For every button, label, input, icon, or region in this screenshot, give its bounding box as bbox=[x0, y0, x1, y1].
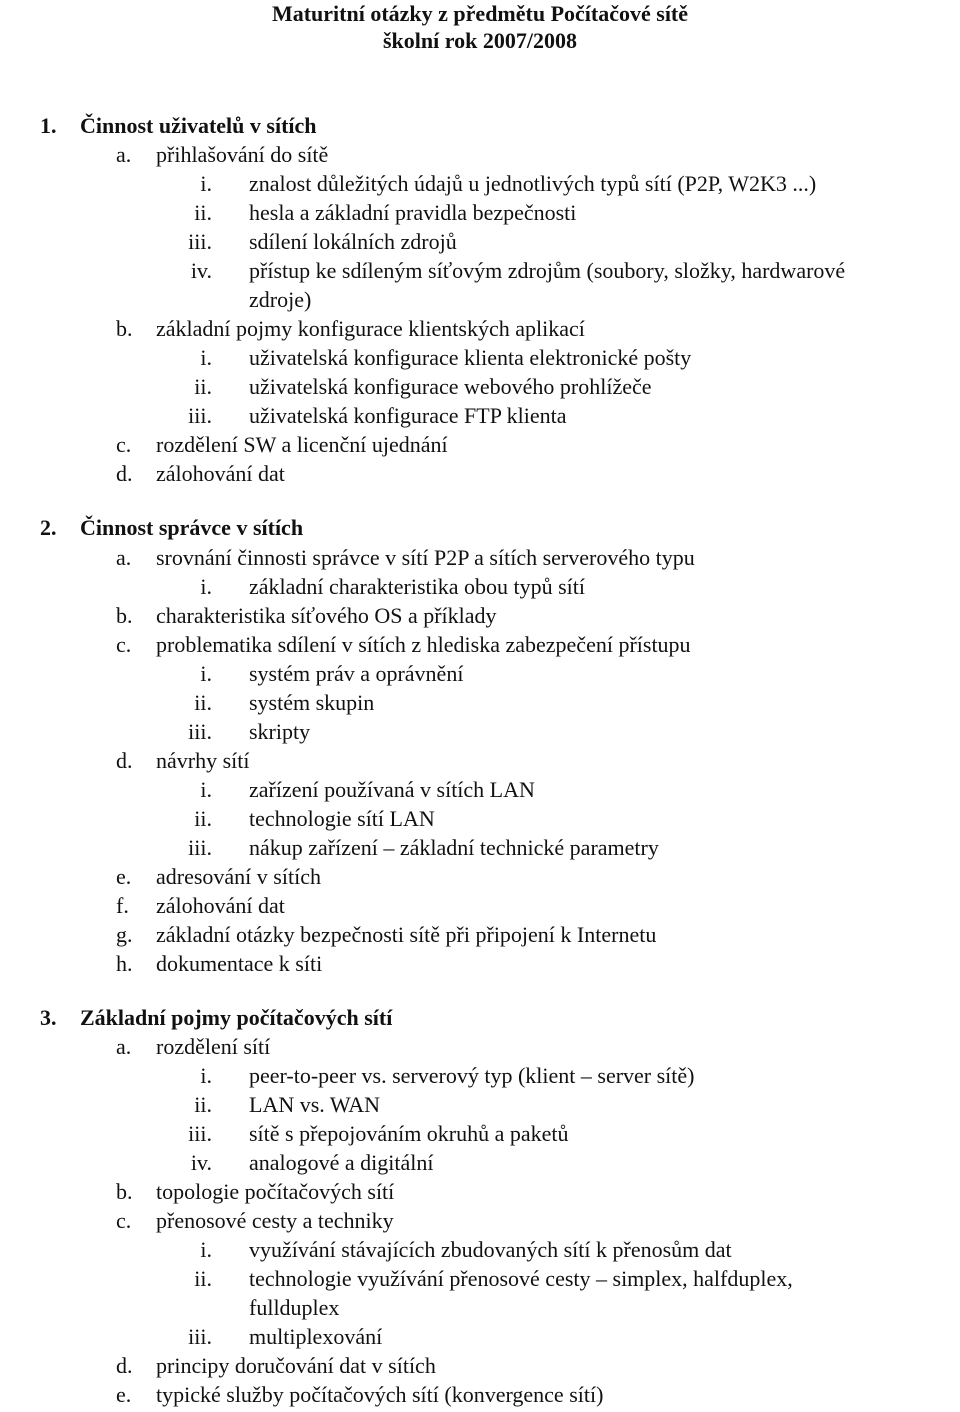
outline-item bbox=[0, 170, 960, 198]
item-text: nákup zařízení – základní technické parametry bbox=[249, 835, 659, 860]
item-text: zálohování dat bbox=[156, 893, 285, 918]
item-text: hesla a základní pravidla bezpečnosti bbox=[249, 200, 577, 225]
item-marker: iii. bbox=[188, 1121, 212, 1146]
item-text: základní charakteristika obou typů sítí bbox=[249, 574, 586, 599]
item-text: dokumentace k síti bbox=[156, 951, 323, 976]
outline-item bbox=[0, 544, 960, 572]
outline-item bbox=[0, 199, 960, 227]
document-subtitle: školní rok 2007/2008 bbox=[383, 28, 577, 53]
outline-item bbox=[0, 805, 960, 833]
item-text: základní pojmy konfigurace klientských aplikací bbox=[156, 316, 585, 341]
outline-item bbox=[0, 460, 960, 488]
outline-item bbox=[0, 1062, 960, 1090]
item-text: návrhy sítí bbox=[156, 748, 250, 773]
outline-item bbox=[0, 631, 960, 659]
item-text: Činnost správce v sítích bbox=[80, 515, 304, 540]
outline-item bbox=[0, 689, 960, 717]
item-text: přístup ke sdíleným síťovým zdrojům (soubory, složky, hardwarové bbox=[249, 258, 846, 283]
outline-item bbox=[0, 1294, 960, 1322]
outline-item bbox=[0, 863, 960, 891]
item-text: topologie počítačových sítí bbox=[156, 1179, 395, 1204]
item-text: multiplexování bbox=[249, 1324, 383, 1349]
item-text: Činnost uživatelů v sítích bbox=[80, 113, 317, 138]
item-marker: a. bbox=[116, 142, 132, 167]
item-text: LAN vs. WAN bbox=[249, 1092, 380, 1117]
outline-item bbox=[0, 141, 960, 169]
outline-item bbox=[0, 892, 960, 920]
item-text: rozdělení sítí bbox=[156, 1034, 271, 1059]
item-marker: 3. bbox=[40, 1005, 57, 1030]
outline-item bbox=[0, 1149, 960, 1177]
item-text: adresování v sítích bbox=[156, 864, 321, 889]
outline-item bbox=[0, 315, 960, 343]
item-marker: ii. bbox=[194, 1092, 212, 1117]
item-marker: i. bbox=[200, 661, 212, 686]
item-text: sítě s přepojováním okruhů a paketů bbox=[249, 1121, 569, 1146]
item-marker: i. bbox=[200, 1063, 212, 1088]
item-marker: i. bbox=[200, 777, 212, 802]
item-text: uživatelská konfigurace FTP klienta bbox=[249, 403, 567, 428]
item-marker: 2. bbox=[40, 515, 57, 540]
outline-item bbox=[0, 1265, 960, 1293]
item-marker: a. bbox=[116, 545, 132, 570]
item-marker: d. bbox=[116, 1353, 133, 1378]
item-text: uživatelská konfigurace webového prohlížeče bbox=[249, 374, 652, 399]
item-marker: iv. bbox=[190, 1150, 212, 1175]
item-marker: e. bbox=[116, 1382, 132, 1407]
item-marker: ii. bbox=[194, 806, 212, 831]
item-text: sdílení lokálních zdrojů bbox=[249, 229, 457, 254]
item-marker: a. bbox=[116, 1034, 132, 1059]
item-marker: ii. bbox=[194, 374, 212, 399]
outline-item bbox=[0, 776, 960, 804]
outline-item bbox=[0, 1236, 960, 1264]
outline-item bbox=[0, 573, 960, 601]
outline-item bbox=[0, 1178, 960, 1206]
item-marker: h. bbox=[116, 951, 133, 976]
item-text: zařízení používaná v sítích LAN bbox=[249, 777, 535, 802]
item-marker: i. bbox=[200, 171, 212, 196]
outline-item bbox=[0, 257, 960, 285]
item-marker: ii. bbox=[194, 1266, 212, 1291]
item-text: technologie sítí LAN bbox=[249, 806, 435, 831]
outline-item bbox=[0, 1207, 960, 1235]
item-marker: iii. bbox=[188, 229, 212, 254]
outline-item bbox=[0, 660, 960, 688]
item-text: technologie využívání přenosové cesty – simplex, halfduplex, bbox=[249, 1266, 793, 1291]
item-marker: b. bbox=[116, 316, 133, 341]
item-marker: ii. bbox=[194, 690, 212, 715]
outline-item bbox=[0, 1033, 960, 1061]
item-marker: ii. bbox=[194, 200, 212, 225]
outline-item bbox=[0, 747, 960, 775]
outline-item bbox=[0, 602, 960, 630]
item-text: skripty bbox=[249, 719, 311, 744]
outline-item bbox=[0, 1323, 960, 1351]
outline-item bbox=[0, 373, 960, 401]
item-text: základní otázky bezpečnosti sítě při připojení k Internetu bbox=[156, 922, 657, 947]
item-marker: iii. bbox=[188, 835, 212, 860]
outline-item bbox=[0, 950, 960, 978]
item-text: fullduplex bbox=[249, 1295, 340, 1320]
item-marker: b. bbox=[116, 603, 133, 628]
item-text: znalost důležitých údajů u jednotlivých typů sítí (P2P, W2K3 ...) bbox=[249, 171, 817, 196]
item-marker: iii. bbox=[188, 1324, 212, 1349]
item-marker: iii. bbox=[188, 403, 212, 428]
outline-item bbox=[0, 834, 960, 862]
item-marker: iv. bbox=[190, 258, 212, 283]
section-heading bbox=[0, 1004, 960, 1032]
outline-item bbox=[0, 344, 960, 372]
item-text: principy doručování dat v sítích bbox=[156, 1353, 436, 1378]
item-marker: b. bbox=[116, 1179, 133, 1204]
item-text: charakteristika síťového OS a příklady bbox=[156, 603, 497, 628]
item-marker: c. bbox=[116, 632, 132, 657]
item-text: přenosové cesty a techniky bbox=[156, 1208, 394, 1233]
item-marker: f. bbox=[116, 893, 129, 918]
item-marker: i. bbox=[200, 1237, 212, 1262]
item-text: zdroje) bbox=[249, 287, 312, 312]
item-text: srovnání činnosti správce v sítí P2P a sítích serverového typu bbox=[156, 545, 695, 570]
item-marker: e. bbox=[116, 864, 132, 889]
item-text: problematika sdílení v sítích z hlediska zabezpečení přístupu bbox=[156, 632, 691, 657]
item-text: přihlašování do sítě bbox=[156, 142, 329, 167]
item-text: uživatelská konfigurace klienta elektronické pošty bbox=[249, 345, 692, 370]
outline-item bbox=[0, 921, 960, 949]
section-heading bbox=[0, 514, 960, 542]
section-heading bbox=[0, 112, 960, 140]
item-marker: c. bbox=[116, 1208, 132, 1233]
outline-item bbox=[0, 1120, 960, 1148]
item-marker: c. bbox=[116, 432, 132, 457]
item-text: typické služby počítačových sítí (konvergence sítí) bbox=[156, 1382, 604, 1407]
item-marker: 1. bbox=[40, 113, 57, 138]
outline-item bbox=[0, 431, 960, 459]
item-marker: i. bbox=[200, 574, 212, 599]
outline-item bbox=[0, 1381, 960, 1409]
item-marker: iii. bbox=[188, 719, 212, 744]
item-text: Základní pojmy počítačových sítí bbox=[80, 1005, 393, 1030]
document-title: Maturitní otázky z předmětu Počítačové sítě bbox=[271, 1, 689, 26]
item-text: systém skupin bbox=[249, 690, 375, 715]
outline-item bbox=[0, 286, 960, 314]
outline-item bbox=[0, 402, 960, 430]
outline-item bbox=[0, 228, 960, 256]
item-text: rozdělení SW a licenční ujednání bbox=[156, 432, 448, 457]
item-marker: d. bbox=[116, 461, 133, 486]
item-text: analogové a digitální bbox=[249, 1150, 434, 1175]
item-marker: d. bbox=[116, 748, 133, 773]
item-text: využívání stávajících zbudovaných sítí k přenosům dat bbox=[249, 1237, 732, 1262]
outline-item bbox=[0, 718, 960, 746]
outline-item bbox=[0, 1352, 960, 1380]
item-text: zálohování dat bbox=[156, 461, 285, 486]
item-marker: g. bbox=[116, 922, 133, 947]
item-text: systém práv a oprávnění bbox=[249, 661, 464, 686]
item-marker: i. bbox=[200, 345, 212, 370]
outline-item bbox=[0, 1091, 960, 1119]
item-text: peer-to-peer vs. serverový typ (klient – server sítě) bbox=[249, 1063, 695, 1088]
